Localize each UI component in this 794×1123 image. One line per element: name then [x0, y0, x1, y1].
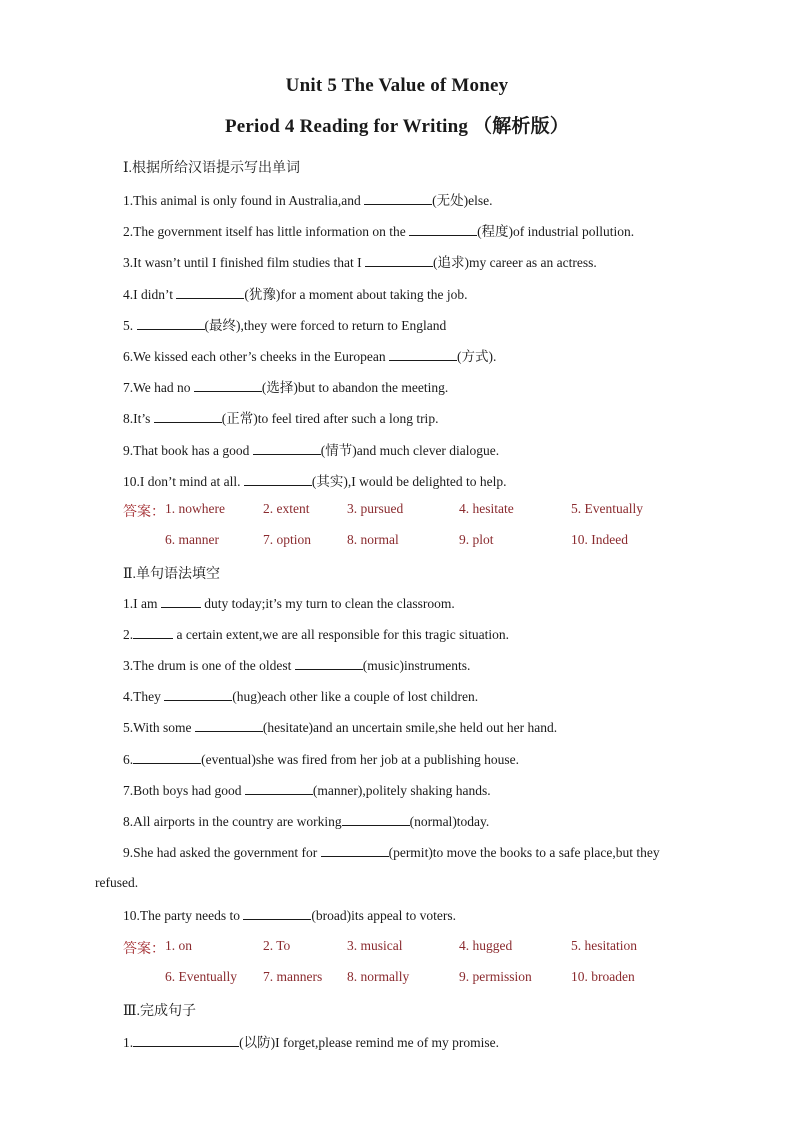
s2-answer: 4. hugged	[459, 938, 513, 953]
s1-item-2: 2.The government itself has little information on the (程度)of industrial pollution.	[123, 224, 635, 239]
s1-item-3: 3.It wasn’t until I finished film studies that I (追求)my career as an actress.	[123, 255, 597, 270]
s2-item-2: 2. a certain extent,we are all responsible for this tragic situation.	[123, 627, 510, 642]
s2-item-7: 7.Both boys had good (manner),politely shaking hands.	[123, 783, 491, 798]
section1-heading: Ⅰ.根据所给汉语提示写出单词	[123, 161, 301, 176]
s2-item-9: 9.She had asked the government for (permit)to move the books to a safe place,but they	[123, 845, 660, 860]
s1-answer: 9. plot	[459, 532, 494, 547]
s1-answer-label: 答案：	[123, 505, 165, 520]
s1-answer: 2. extent	[263, 501, 310, 516]
s1-item-5: 5. (最终),they were forced to return to England	[123, 318, 447, 333]
s2-answer: 6. Eventually	[165, 969, 237, 984]
s2-item-3: 3.The drum is one of the oldest (music)instruments.	[123, 658, 471, 673]
section3-heading: Ⅲ.完成句子	[123, 1004, 197, 1019]
s1-answer: 3. pursued	[347, 501, 404, 516]
s1-item-8: 8.It’s (正常)to feel tired after such a long trip.	[123, 411, 439, 426]
s2-answer: 3. musical	[347, 938, 403, 953]
s2-item-4: 4.They (hug)each other like a couple of lost children.	[123, 689, 479, 704]
s2-answer-label: 答案：	[123, 942, 165, 957]
page-title: Unit 5 The Value of Money	[285, 75, 509, 96]
s2-answer: 1. on	[165, 938, 192, 953]
s2-item-8: 8.All airports in the country are working (normal)today.	[123, 814, 490, 829]
s1-item-1: 1.This animal is only found in Australia,and (无处)else.	[123, 193, 493, 208]
s2-item-6: 6. (eventual)she was fired from her job at a publishing house.	[123, 752, 520, 767]
s2-answer: 2. To	[263, 938, 291, 953]
s2-item-5: 5.With some (hesitate)and an uncertain smile,she held out her hand.	[123, 720, 558, 735]
s1-answer: 8. normal	[347, 532, 399, 547]
page-subtitle: Period 4 Reading for Writing （解析版）	[224, 116, 570, 137]
s1-answer: 6. manner	[165, 532, 219, 547]
s2-item-9-cont: refused.	[95, 875, 139, 890]
s1-item-7: 7.We had no (选择)but to abandon the meeting.	[123, 380, 449, 395]
s2-answer: 8. normally	[347, 969, 410, 984]
s2-answer: 9. permission	[459, 969, 532, 984]
s2-answer: 10. broaden	[571, 969, 635, 984]
s1-answer: 7. option	[263, 532, 312, 547]
s2-item-1: 1.I am duty today;it’s my turn to clean the classroom.	[123, 596, 455, 611]
s1-answer: 10. Indeed	[571, 532, 628, 547]
s2-answer: 7. manners	[263, 969, 323, 984]
s1-answer: 5. Eventually	[571, 501, 643, 516]
s1-answer: 4. hesitate	[459, 501, 514, 516]
section2-heading: Ⅱ.单句语法填空	[123, 567, 221, 582]
s1-item-6: 6.We kissed each other’s cheeks in the European (方式).	[123, 349, 497, 364]
s2-answer: 5. hesitation	[571, 938, 637, 953]
s1-item-9: 9.That book has a good (情节)and much clever dialogue.	[123, 443, 500, 458]
s1-answer: 1. nowhere	[165, 501, 225, 516]
s2-item-10: 10.The party needs to (broad)its appeal to voters.	[123, 908, 457, 923]
s1-item-4: 4.I didn’t (犹豫)for a moment about taking the job.	[123, 287, 468, 302]
s1-item-10: 10.I don’t mind at all. (其实),I would be delighted to help.	[123, 474, 507, 489]
s3-item-1: 1. (以防)I forget,please remind me of my promise.	[123, 1035, 500, 1050]
